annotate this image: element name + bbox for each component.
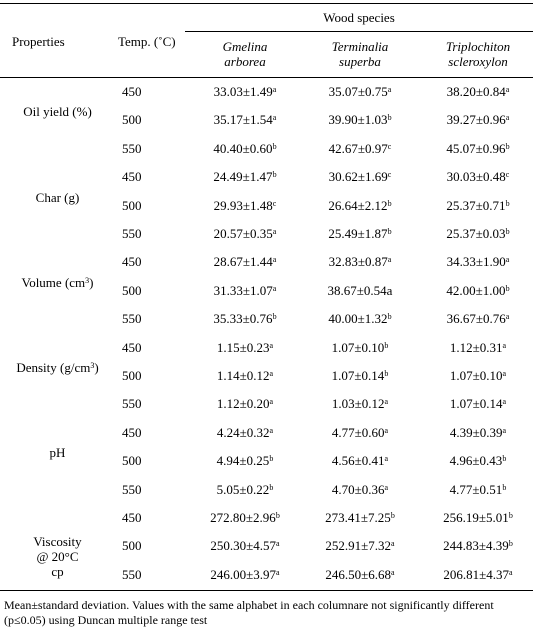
value-cell: 33.03±1.49$^a$ xyxy=(213,84,277,99)
species-2-line2: superba xyxy=(339,54,381,69)
value-cell: 4.94±0.25$^b$ xyxy=(216,453,274,469)
value-cell: 272.80±2.96$^b$ xyxy=(210,510,280,525)
property-label: pH xyxy=(49,445,66,461)
temp-cell: 500 xyxy=(122,368,142,383)
value-cell: 4.70±0.36$^a$ xyxy=(331,481,389,497)
value-cell: 28.67±1.44$^a$ xyxy=(213,254,277,270)
value-cell: 1.03±0.12$^a$ xyxy=(331,396,389,412)
temp-cell: 500 xyxy=(122,112,142,128)
species-1-line2: arborea xyxy=(224,54,266,69)
temp-cell: 500 xyxy=(122,453,142,469)
temp-cell: 550 xyxy=(122,226,142,241)
header-properties: Properties xyxy=(12,34,65,49)
value-cell: 246.50±6.68$^a$ xyxy=(325,566,395,582)
value-cell: 1.14±0.12$^a$ xyxy=(216,368,274,383)
value-cell: 30.03±0.48$^c$ xyxy=(446,169,510,185)
value-cell: 29.93±1.48$^c$ xyxy=(213,197,277,213)
species-2-line1: Terminalia xyxy=(331,39,389,54)
value-cell: 4.96±0.43$^b$ xyxy=(449,453,507,469)
value-cell: 26.64±2.12$^b$ xyxy=(328,197,392,213)
value-cell: 38.20±0.84$^a$ xyxy=(446,84,510,99)
temp-cell: 450 xyxy=(122,254,142,270)
value-cell: 42.00±1.00$^b$ xyxy=(446,282,510,298)
header-rule xyxy=(0,77,533,78)
property-label: Char (g) xyxy=(35,189,80,205)
property-label: Density $(g/cm^3)$ xyxy=(16,360,99,375)
temp-cell: 450 xyxy=(122,424,142,440)
value-cell: 4.77±0.51$^b$ xyxy=(449,481,507,497)
value-cell: 25.49±1.87$^b$ xyxy=(328,226,392,241)
value-cell: 30.62±1.69$^c$ xyxy=(328,169,392,185)
temp-cell: 550 xyxy=(122,396,142,412)
value-cell: 31.33±1.07$^a$ xyxy=(213,282,277,298)
species-1-line1: Gmelina xyxy=(222,39,268,54)
temp-cell: 550 xyxy=(122,311,142,327)
species-3-line2: scleroxylon xyxy=(448,54,508,69)
temp-cell: 550 xyxy=(122,566,142,582)
value-cell: 246.00±3.97$^a$ xyxy=(210,566,280,582)
value-cell: 1.12±0.20$^a$ xyxy=(216,396,274,412)
property-label: Viscosity xyxy=(33,534,82,550)
top-rule xyxy=(0,3,533,4)
value-cell: 38.67±0.54a xyxy=(327,282,393,298)
value-cell: 4.24±0.32$^a$ xyxy=(216,424,274,440)
temp-cell: 450 xyxy=(122,84,142,99)
temp-cell: 450 xyxy=(122,339,142,355)
temp-cell: 500 xyxy=(122,538,142,554)
value-cell: 32.83±0.87$^a$ xyxy=(328,254,392,270)
value-cell: 34.33±1.90$^a$ xyxy=(446,254,510,270)
header-temp: Temp. (˚C) xyxy=(118,34,176,49)
temp-cell: 550 xyxy=(122,481,142,497)
value-cell: 273.41±7.25$^b$ xyxy=(325,510,395,525)
value-cell: 1.07±0.10$^a$ xyxy=(449,368,507,383)
footnote: Mean±standard deviation. Values with the same alphabet in each columnare not significantly different (p≤0.05) using Duncan multiple range test xyxy=(4,598,494,627)
value-cell: 1.07±0.14$^a$ xyxy=(449,396,507,412)
value-cell: 42.67±0.97$^c$ xyxy=(328,140,392,156)
value-cell: 35.17±1.54$^a$ xyxy=(213,112,277,128)
value-cell: 25.37±0.03$^b$ xyxy=(446,226,510,241)
value-cell: 25.37±0.71$^b$ xyxy=(446,197,510,213)
value-cell: 4.39±0.39$^a$ xyxy=(449,424,507,440)
value-cell: 39.90±1.03$^b$ xyxy=(328,112,392,128)
property-label: Volume $(cm^3)$ xyxy=(21,274,94,290)
property-label: Oil yield (%) xyxy=(23,104,92,120)
value-cell: 244.83±4.39$^b$ xyxy=(443,538,513,554)
bottom-rule xyxy=(0,590,533,591)
value-cell: 40.40±0.60$^b$ xyxy=(213,140,277,156)
value-cell: 252.91±7.32$^a$ xyxy=(325,538,395,554)
value-cell: 45.07±0.96$^b$ xyxy=(446,140,510,156)
header-wood-species: Wood species xyxy=(323,10,395,25)
value-cell: 24.49±1.47$^b$ xyxy=(213,169,277,185)
temp-cell: 450 xyxy=(122,510,142,525)
property-label-line3: cp xyxy=(51,564,64,580)
temp-cell: 500 xyxy=(122,197,142,213)
value-cell: 1.12±0.31$^a$ xyxy=(449,339,507,355)
value-cell: 4.56±0.41$^a$ xyxy=(331,453,389,469)
value-cell: 1.15±0.23$^a$ xyxy=(216,339,274,355)
value-cell: 5.05±0.22$^b$ xyxy=(216,481,274,497)
value-cell: 256.19±5.01$^b$ xyxy=(443,510,513,525)
species-3-line1: Triplochiton xyxy=(445,39,511,54)
temp-cell: 450 xyxy=(122,169,142,185)
property-label-line2: @ 20°C xyxy=(36,549,79,565)
value-cell: 250.30±4.57$^a$ xyxy=(210,538,280,554)
species-rule xyxy=(185,31,533,32)
value-cell: 20.57±0.35$^a$ xyxy=(213,226,277,241)
value-cell: 4.77±0.60$^a$ xyxy=(331,424,389,440)
value-cell: 1.07±0.14$^b$ xyxy=(331,368,389,383)
temp-cell: 500 xyxy=(122,282,142,298)
value-cell: 36.67±0.76$^a$ xyxy=(446,311,510,327)
value-cell: 35.07±0.75$^a$ xyxy=(328,84,392,99)
temp-cell: 550 xyxy=(122,140,142,156)
value-cell: 35.33±0.76$^b$ xyxy=(213,311,277,327)
value-cell: 1.07±0.10$^b$ xyxy=(331,339,389,355)
value-cell: 39.27±0.96$^a$ xyxy=(446,112,510,128)
value-cell: 206.81±4.37$^a$ xyxy=(443,566,513,582)
value-cell: 40.00±1.32$^b$ xyxy=(328,311,392,327)
